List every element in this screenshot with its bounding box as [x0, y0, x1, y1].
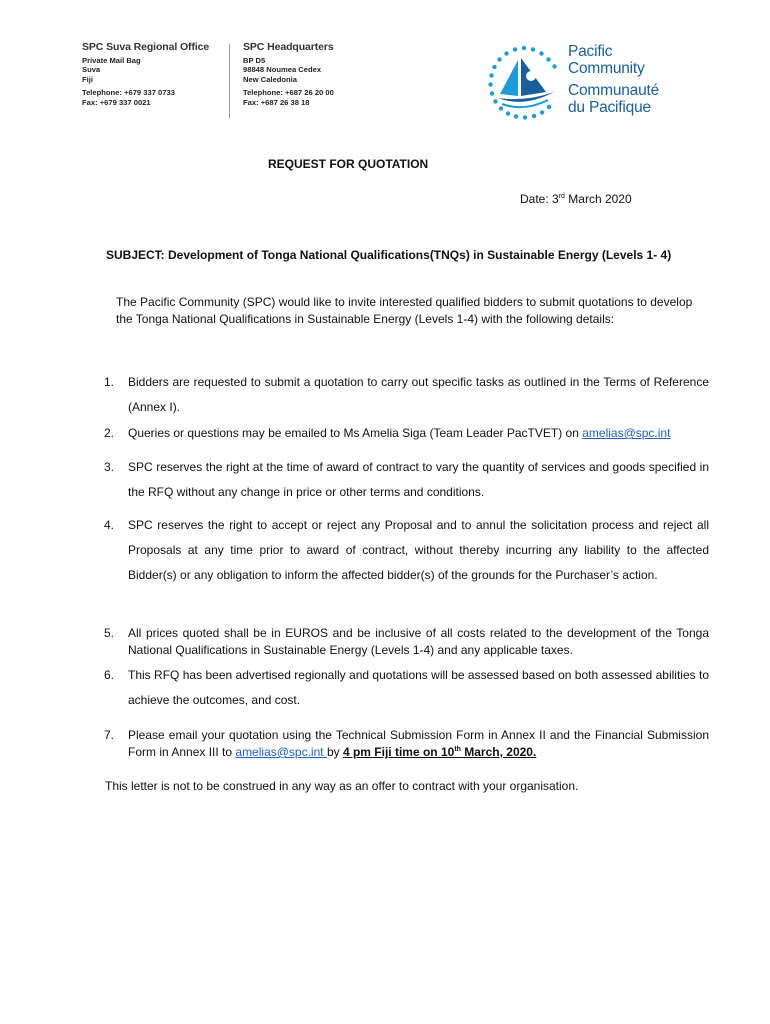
suva-fax: Fax: +679 337 0021: [82, 97, 151, 107]
list-item-6: [104, 663, 709, 713]
deadline-suffix: th: [454, 746, 461, 753]
brand-wordmark: [568, 44, 659, 116]
hq-address-line: 98848 Noumea Cedex: [243, 65, 322, 75]
item-number: 7.: [104, 728, 115, 742]
email-link[interactable]: amelias@spc.int: [235, 745, 327, 759]
item-text: [128, 727, 709, 761]
date-month-year: March 2020: [564, 192, 632, 206]
closing-statement: This letter is not to be construed in any way as an offer to contract with your organisation.: [105, 779, 579, 793]
brand-en-line1: Pacific: [568, 43, 613, 60]
item-number: 4.: [104, 518, 115, 532]
suva-address-line: Suva: [82, 65, 101, 75]
document-date: [520, 191, 632, 208]
hq-telephone: Telephone: +687 26 20 00: [243, 88, 334, 98]
hq-address-line: BP D5: [243, 55, 266, 65]
submission-deadline: [343, 745, 536, 759]
suva-address-line: Fiji: [82, 74, 93, 84]
date-suffix: rd: [558, 193, 565, 200]
brand-fr-line2: du Pacifique: [568, 98, 651, 116]
item-number: 3.: [104, 460, 115, 474]
item-number: 5.: [104, 626, 115, 640]
item-text: All prices quoted shall be in EUROS and be inclusive of all costs related to the development of the Tonga National Qualifications in Sustainable Energy (Levels 1-4) and any applicable taxes.: [128, 626, 709, 657]
item-number: 6.: [104, 668, 115, 682]
email-link[interactable]: amelias@spc.int: [582, 426, 671, 440]
spc-logo-icon: [486, 44, 562, 120]
list-item-3: [104, 455, 709, 505]
list-item-2: [104, 421, 709, 446]
deadline-part: March, 2020.: [460, 745, 537, 759]
item-text: SPC reserves the right to accept or reject any Proposal and to annul the solicitation process and reject all Proposals at any time prior to award of contract, without thereby incurring any liability to the affected Bidder(s) or any obligation to inform the affected bidder(s) of the grounds for the Purchaser’s action.: [128, 518, 709, 582]
hq-address-line: New Caledonia: [243, 74, 298, 84]
list-item-1: [104, 370, 709, 420]
brand-en-line2: Community: [568, 59, 645, 77]
suva-office-block: [82, 43, 209, 108]
list-item-5: [104, 625, 709, 659]
item-text-body: Please email your quotation using the Technical Submission Form in Annex II and the Financial Submission Form in Annex III to: [128, 728, 709, 759]
deadline-part: 4 pm Fiji time on 10: [342, 745, 455, 759]
suva-office-title: SPC Suva Regional Office: [82, 41, 210, 53]
item-text: [128, 421, 709, 446]
item-number: 2.: [104, 426, 115, 440]
intro-paragraph: The Pacific Community (SPC) would like to invite interested qualified bidders to submit quotations to develop the Tonga National Qualifications in Sustainable Energy (Levels 1-4) with the following details:: [116, 295, 693, 326]
list-item-4: [104, 513, 709, 588]
suva-telephone: Telephone: +679 337 0733: [82, 88, 175, 98]
item-text: Bidders are requested to submit a quotation to carry out specific tasks as outlined in the Terms of Reference (Annex I).: [128, 375, 709, 414]
item-number: 1.: [104, 375, 115, 389]
date-label: Date: 3: [520, 192, 559, 206]
hq-office-block: [243, 43, 334, 108]
hq-fax: Fax: +687 26 38 18: [243, 97, 310, 107]
item-text: This RFQ has been advertised regionally and quotations will be assessed based on both assessed abilities to achieve the outcomes, and cost.: [128, 668, 709, 707]
suva-address-line: Private Mail Bag: [82, 55, 141, 65]
brand-fr-line1: Communauté: [568, 82, 660, 99]
subject-line: SUBJECT: Development of Tonga National Qualifications(TNQs) in Sustainable Energy (Levels 1- 4): [106, 248, 672, 262]
item-text: SPC reserves the right at the time of award of contract to vary the quantity of services and goods specified in the RFQ without any change in price or other terms and conditions.: [128, 460, 709, 499]
item-text-mid: by: [326, 745, 343, 759]
hq-office-title: SPC Headquarters: [243, 41, 334, 53]
item-text-body: Queries or questions may be emailed to Ms Amelia Siga (Team Leader PacTVET) on: [128, 426, 583, 440]
letterhead-divider: [229, 44, 230, 118]
document-title: REQUEST FOR QUOTATION: [268, 157, 429, 171]
list-item-7: [104, 727, 709, 761]
